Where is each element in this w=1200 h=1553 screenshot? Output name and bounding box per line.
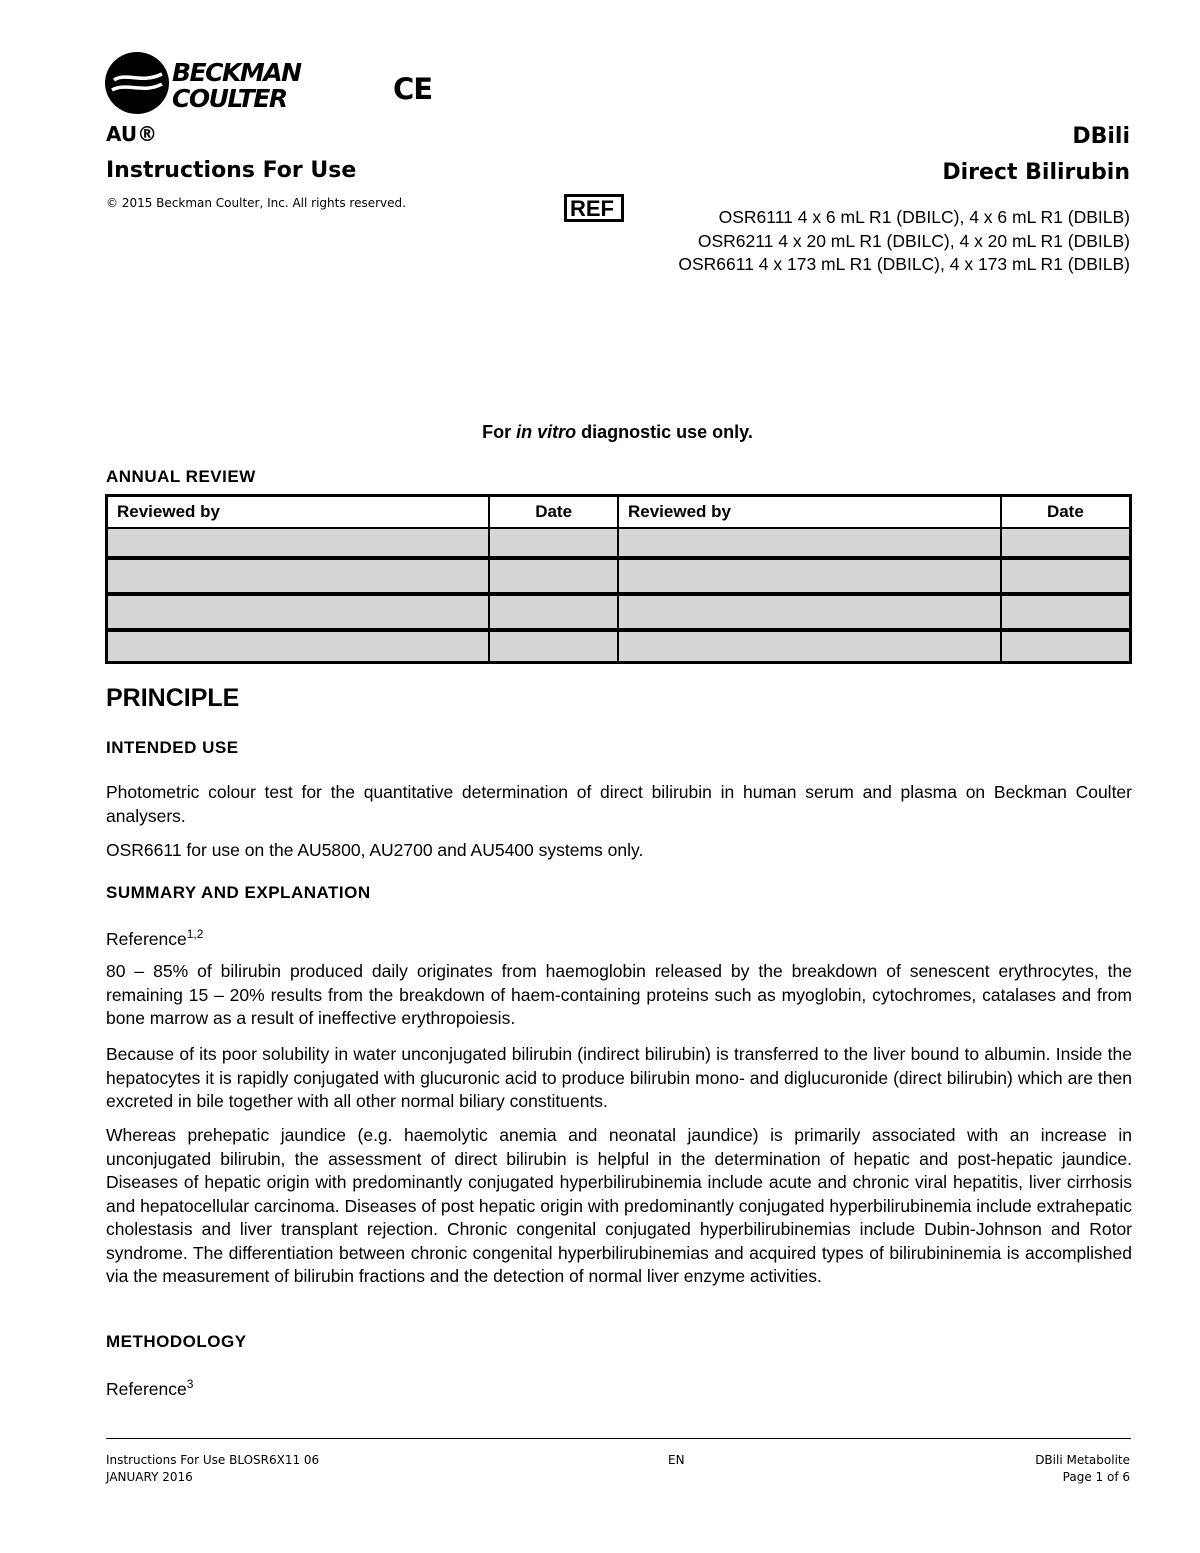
doc-type-title: Instructions For Use <box>106 158 357 183</box>
date-cell[interactable] <box>1001 630 1131 663</box>
footer-product: DBili Metabolite <box>1035 1453 1130 1467</box>
logo-emblem-icon <box>104 50 170 116</box>
ivd-statement <box>0 422 1200 443</box>
reviewer-cell[interactable] <box>618 630 1001 663</box>
principle-heading: PRINCIPLE <box>106 684 240 712</box>
footer-left <box>106 1452 319 1486</box>
footer-page-number: Page 1 of 6 <box>1062 1470 1130 1484</box>
column-header-reviewed-by: Reviewed by <box>618 496 1001 529</box>
reference-superscript: 3 <box>186 1377 194 1391</box>
table-row <box>107 558 1131 594</box>
logo-wordmark: BECKMAN COULTER <box>172 58 301 113</box>
ref-symbol-label: REF <box>570 196 614 221</box>
ivd-text-pre: For <box>482 422 517 442</box>
date-cell[interactable] <box>489 528 618 558</box>
reviewer-cell[interactable] <box>107 630 490 663</box>
methodology-reference <box>106 1373 1132 1401</box>
reviewer-cell[interactable] <box>107 594 490 630</box>
column-header-date: Date <box>489 496 618 529</box>
intended-use-paragraph: Photometric colour test for the quantitative determination of direct bilirubin in human serum and plasma on Beckman Coulter analysers. <box>106 782 1132 826</box>
ivd-text-post: diagnostic use only. <box>576 422 753 442</box>
table-header-row <box>107 496 1131 529</box>
date-cell[interactable] <box>489 630 618 663</box>
ivd-text-italic: in vitro <box>516 422 577 442</box>
summary-heading: SUMMARY AND EXPLANATION <box>106 883 371 902</box>
date-cell[interactable] <box>1001 558 1131 594</box>
product-abbreviation: DBili <box>1072 124 1130 149</box>
footer-date: JANUARY 2016 <box>106 1470 193 1484</box>
date-cell[interactable] <box>489 558 618 594</box>
summary-reference <box>106 923 1132 951</box>
table-row <box>107 630 1131 663</box>
annual-review-table <box>105 494 1132 664</box>
reviewer-cell[interactable] <box>618 528 1001 558</box>
reviewer-cell[interactable] <box>618 558 1001 594</box>
annual-review-heading: ANNUAL REVIEW <box>106 467 256 486</box>
ce-mark-icon: CE <box>393 72 433 106</box>
intended-use-systems-paragraph: OSR6611 for use on the AU5800, AU2700 and AU5400 systems only. <box>106 840 644 860</box>
footer-doc-id: Instructions For Use BLOSR6X11 06 <box>106 1453 320 1467</box>
product-name: Direct Bilirubin <box>942 160 1130 185</box>
catalog-references <box>678 206 1130 277</box>
beckman-coulter-logo <box>104 50 334 116</box>
ref-symbol <box>564 194 624 222</box>
reference-superscript: 1,2 <box>186 927 204 941</box>
catalog-reference-line: OSR6111 4 x 6 mL R1 (DBILC), 4 x 6 mL R1 (DBILB) <box>718 207 1130 227</box>
column-header-date: Date <box>1001 496 1131 529</box>
brand-label: AU® <box>106 122 158 146</box>
date-cell[interactable] <box>1001 594 1131 630</box>
date-cell[interactable] <box>1001 528 1131 558</box>
catalog-reference-line: OSR6611 4 x 173 mL R1 (DBILC), 4 x 173 mL R1 (DBILB) <box>678 254 1130 274</box>
catalog-reference-line: OSR6211 4 x 20 mL R1 (DBILC), 4 x 20 mL R1 (DBILB) <box>697 230 1130 251</box>
table-row <box>107 594 1131 630</box>
reviewer-cell[interactable] <box>618 594 1001 630</box>
reference-label: Reference <box>106 1378 187 1399</box>
methodology-heading: METHODOLOGY <box>106 1332 247 1351</box>
copyright-notice: © 2015 Beckman Coulter, Inc. All rights reserved. <box>106 196 406 210</box>
date-cell[interactable] <box>489 594 618 630</box>
summary-paragraph: 80 – 85% of bilirubin produced daily originates from haemoglobin released by the breakdown of senescent erythrocytes, the remaining 15 – 20% results from the breakdown of haem-containing proteins such as myoglobin, cytochromes, catalases and from bone marrow as a result of ineffective erythropoiesis. <box>106 961 1132 1028</box>
column-header-reviewed-by: Reviewed by <box>107 496 490 529</box>
reviewer-cell[interactable] <box>107 558 490 594</box>
footer-divider <box>106 1438 1131 1439</box>
reference-label: Reference <box>106 928 187 949</box>
footer-language: EN <box>668 1453 685 1467</box>
table-row <box>107 528 1131 558</box>
reviewer-cell[interactable] <box>107 528 490 558</box>
intended-use-heading: INTENDED USE <box>106 738 239 757</box>
summary-paragraph: Whereas prehepatic jaundice (e.g. haemolytic anemia and neonatal jaundice) is primarily associated with an increase in unconjugated bilirubin, the assessment of direct bilirubin is helpful in the determination of hepatic and post-hepatic jaundice. Diseases of hepatic origin with predominantly conjugated hyperbilirubinemia include acute and chronic viral hepatitis, liver cirrhosis and hepatocellular carcinoma. Diseases of post hepatic origin with predominantly conjugated hyperbilirubinemia include extrahepatic cholestasis and liver transplant rejection. Chronic congenital conjugated hyperbilirubinemias include Dubin-Johnson and Rotor syndrome. The differentiation between chronic congenital hyperbilirubinemias and acquired types of bilirubininemia is accomplished via the measurement of bilirubin fractions and the detection of normal liver enzyme activities. <box>106 1125 1132 1286</box>
footer-right <box>1035 1452 1130 1486</box>
summary-paragraph: Because of its poor solubility in water unconjugated bilirubin (indirect bilirubin) is transferred to the liver bound to albumin. Inside the hepatocytes it is rapidly conjugated with glucuronic acid to produce bilirubin mono- and diglucuronide (direct bilirubin) which are then excreted in bile together with all other normal biliary constituents. <box>106 1044 1132 1111</box>
